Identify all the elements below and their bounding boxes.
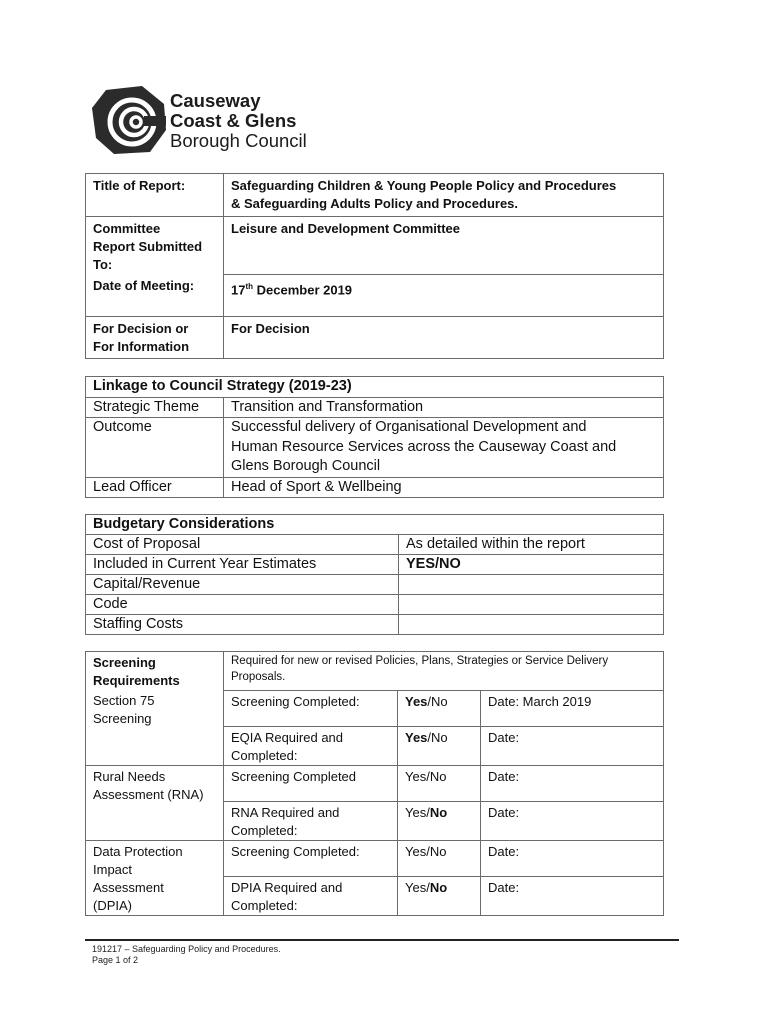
strategic-theme-label: Strategic Theme: [86, 397, 224, 418]
no-option: No: [431, 693, 448, 709]
committee-label-line-2: Report Submitted: [93, 239, 203, 254]
screening-heading: [86, 652, 224, 691]
rna-screening-completed: Screening Completed: [224, 765, 398, 801]
dpia-required-line-2: Completed:: [231, 897, 298, 913]
yes-option: Yes: [405, 879, 427, 895]
budget-heading: Budgetary Considerations: [86, 515, 664, 535]
footer-divider: [85, 939, 679, 941]
outcome-value-line-3: Glens Borough Council: [231, 458, 381, 474]
section-75-label: [86, 690, 224, 765]
committee-value: Leisure and Development Committee: [224, 217, 664, 275]
dpia-required-yes-no: [398, 876, 481, 915]
outcome-label: Outcome: [86, 418, 224, 478]
dpia-screening-yes-no: Yes/No: [398, 840, 481, 876]
slash: /: [426, 879, 430, 895]
meeting-day: 17: [231, 281, 246, 297]
rna-required: [224, 801, 398, 840]
rna-line-2: Assessment (RNA): [93, 786, 204, 802]
title-value-line-2: & Safeguarding Adults Policy and Procedures.: [231, 196, 519, 211]
rna-required-line-2: Completed:: [231, 822, 298, 838]
dpia-required: [224, 876, 398, 915]
screening-intro-line-2: Proposals.: [231, 670, 286, 683]
dpia-line-1: Data Protection: [93, 843, 183, 859]
meeting-date-value: [224, 274, 664, 316]
page-number: Page 1 of 2: [92, 955, 139, 965]
section-75-line-2: Screening: [93, 711, 152, 726]
yes-selected: Yes: [405, 729, 428, 745]
slash: /: [427, 693, 432, 709]
committee-label-line-3: To:: [93, 257, 113, 272]
title-value-line-1: Safeguarding Children & Young People Policy and Procedures: [231, 178, 617, 193]
eqia-yes-no: [398, 726, 481, 765]
title-value: [224, 174, 664, 217]
budget-row-label: Code: [86, 595, 399, 615]
rna-line-1: Rural Needs: [93, 768, 166, 784]
logo-line-2: Coast & Glens: [170, 110, 297, 131]
budget-row-value: [399, 615, 664, 635]
outcome-value: [224, 418, 664, 478]
eqia-date: Date:: [481, 726, 664, 765]
meeting-date-label: Date of Meeting:: [86, 274, 224, 316]
eqia-line-1: EQIA Required and: [231, 729, 344, 745]
section-75-line-1: Section 75: [93, 693, 155, 708]
budget-row-label: Cost of Proposal: [86, 535, 399, 555]
s75-date: Date: March 2019: [481, 690, 664, 726]
dpia-label: [86, 840, 224, 915]
dpia-required-line-1: DPIA Required and: [231, 879, 343, 895]
council-strategy-table: [85, 376, 664, 498]
logo-line-3: Borough Council: [170, 130, 307, 151]
committee-label: [86, 217, 224, 275]
screening-table: [85, 651, 664, 916]
council-logo-icon: [92, 86, 166, 154]
decision-label-line-1: For Decision or: [93, 320, 189, 336]
budgetary-table: [85, 514, 664, 635]
council-logo: [92, 86, 332, 156]
budget-row-value: [399, 595, 664, 615]
screening-intro-line-1: Required for new or revised Policies, Plans, Strategies or Service Delivery: [231, 655, 609, 667]
meeting-month-year: December 2019: [253, 281, 353, 297]
yes-selected: Yes: [405, 693, 428, 709]
yes-option: Yes: [405, 804, 427, 820]
rna-screening-yes-no: Yes/No: [398, 765, 481, 801]
eqia-line-2: Completed:: [231, 747, 298, 763]
slash: /: [427, 729, 432, 745]
decision-label: [86, 316, 224, 358]
screening-heading-line-2: Requirements: [93, 673, 180, 688]
strategy-heading: Linkage to Council Strategy (2019-23): [86, 377, 664, 398]
title-label: Title of Report:: [86, 174, 224, 217]
budget-row-label: Staffing Costs: [86, 615, 399, 635]
footer-reference: 191217 – Safeguarding Policy and Procedures.: [92, 944, 281, 954]
rna-screening-date: Date:: [481, 765, 664, 801]
dpia-screening-completed: Screening Completed:: [224, 840, 398, 876]
page-footer: [92, 944, 281, 966]
eqia-required: [224, 726, 398, 765]
decision-label-line-2: For Information: [93, 338, 190, 354]
screening-heading-line-1: Screening: [93, 655, 156, 670]
budget-row-label: Included in Current Year Estimates: [86, 555, 399, 575]
outcome-value-line-2: Human Resource Services across the Causeway Coast and: [231, 438, 617, 455]
meeting-day-suffix: th: [245, 281, 254, 291]
lead-officer-label: Lead Officer: [86, 477, 224, 498]
s75-yes-no: [398, 690, 481, 726]
budget-row-value: As detailed within the report: [399, 535, 664, 555]
rna-required-date: Date:: [481, 801, 664, 840]
no-selected: No: [429, 879, 448, 895]
dpia-screening-date: Date:: [481, 840, 664, 876]
logo-line-1: Causeway: [170, 90, 261, 111]
budget-row-value: [399, 575, 664, 595]
rna-required-line-1: RNA Required and: [231, 804, 340, 820]
dpia-line-4: (DPIA): [93, 897, 132, 913]
committee-label-line-1: Committee: [93, 221, 161, 236]
lead-officer-value: Head of Sport & Wellbeing: [224, 477, 664, 498]
s75-screening-completed: Screening Completed:: [224, 690, 398, 726]
report-details-table: [85, 173, 664, 359]
rna-label: [86, 765, 224, 840]
slash: /: [426, 804, 430, 820]
outcome-value-line-1: Successful delivery of Organisational Development and: [231, 419, 587, 435]
strategic-theme-value: Transition and Transformation: [224, 397, 664, 418]
screening-intro: [224, 652, 664, 691]
budget-row-value: YES/NO: [399, 555, 664, 575]
dpia-line-2: Impact: [93, 861, 133, 877]
no-selected: No: [429, 804, 448, 820]
decision-value: For Decision: [224, 316, 664, 358]
rna-required-yes-no: [398, 801, 481, 840]
budget-row-label: Capital/Revenue: [86, 575, 399, 595]
no-option: No: [431, 729, 448, 745]
dpia-line-3: Assessment: [93, 879, 164, 895]
dpia-required-date: Date:: [481, 876, 664, 915]
